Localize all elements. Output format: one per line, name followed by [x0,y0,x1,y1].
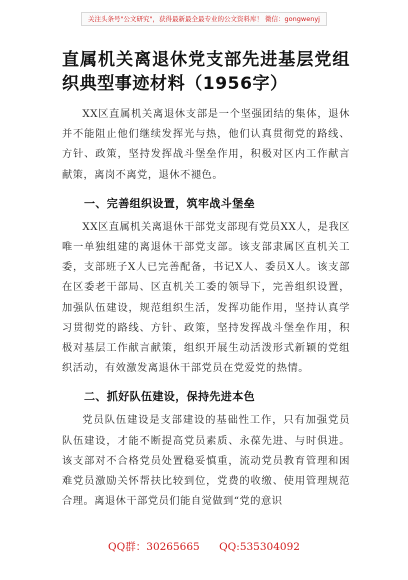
document-title: 直属机关离退休党支部先进基层党组织典型事迹材料（1956字） [62,50,350,94]
qq-text: QQ:535304092 [219,541,300,553]
footer-contact [0,540,408,554]
section-1-body: XX区直属机关离退休干部党支部现有党员XX人，是我区唯一单独组建的离退休干部党支部。该支部隶属区直机关工委，支部班子X人已完善配备，书记X人、委员X人。该支部在区委老干部局、区直机关工委的领导下，完善组织设置，加强队伍建设，规范组织生活，发挥功能作用，坚持认真学习贯彻党的路线、方针、政策，坚持发挥战斗堡垒作用，积极对基层工作献言献策，组织开展生动活泼形式新颖的党组织活动，有效激发离退休干部党员在党爱党的热情。 [62,221,350,375]
section-2-body: 党员队伍建设是支部建设的基础性工作，只有加强党员队伍建设，才能不断提高党员素质、永葆先进、与时俱进。该支部对不合格党员处置稳妥慎重，流动党员教育管理和困难党员激励关怀帮扶比较到位，党费的收缴、使用管理规范合理。离退休干部党员们能自觉做到“党的意识 [62,415,350,508]
intro-paragraph: XX区直属机关离退休支部是一个坚强团结的集体，退休并不能阻止他们继续发挥光与热，他们认真贯彻党的路线、方针、政策，坚持发挥战斗堡垒作用，积极对区内工作献言献策，离岗不离党，退休不褪色。 [62,109,350,181]
section-2-heading: 二、抓好队伍建设，保持先进本色 [84,390,255,404]
qq-group-text: QQ群：30265665 [108,541,200,553]
section-1-heading: 一、完善组织设置，筑牢战斗堡垒 [84,196,255,210]
promo-banner: 关注头条号"公文研究"，获得最新最全最专业的公文资料库！ 微信：gongwenyj [81,12,327,26]
document-content [62,48,350,512]
